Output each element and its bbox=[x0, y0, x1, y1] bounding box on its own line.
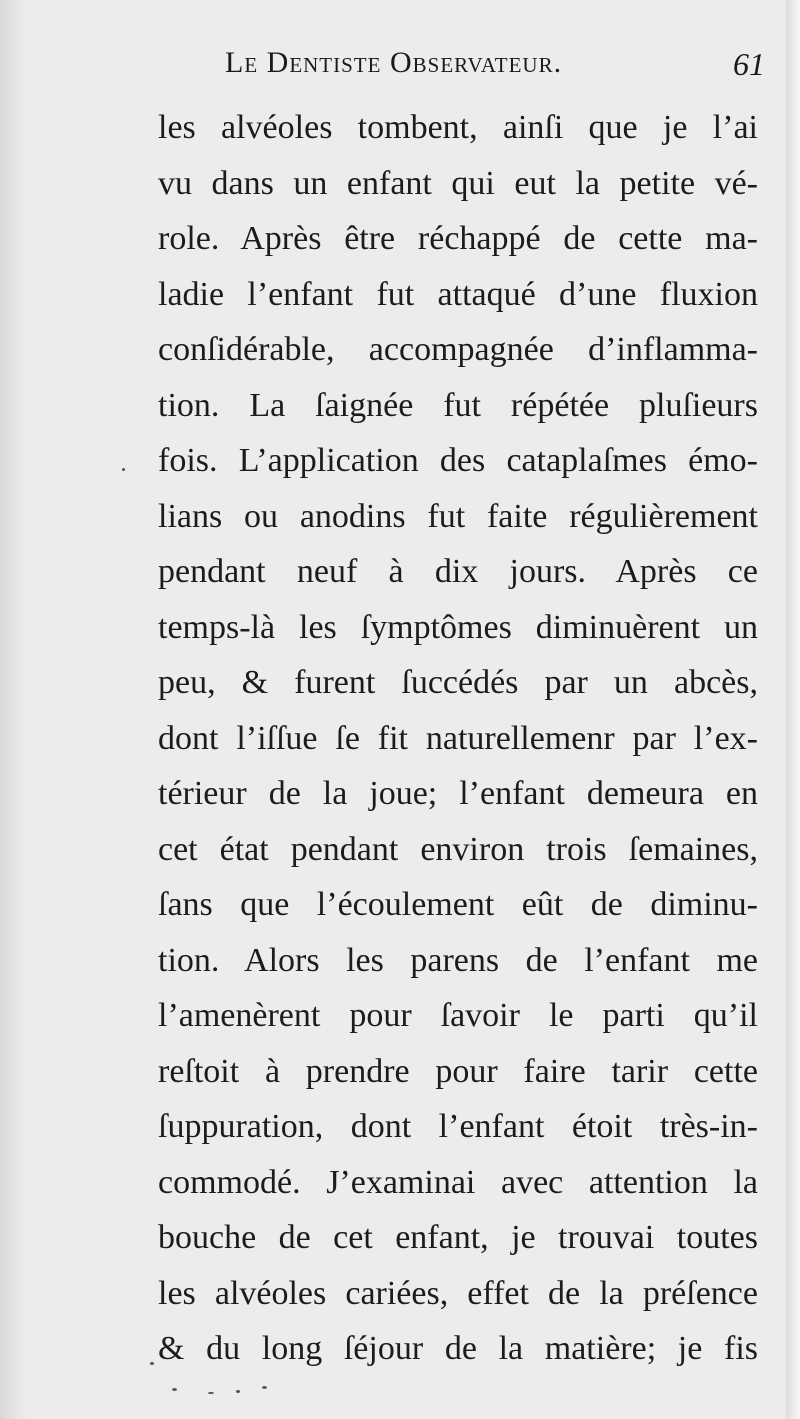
text-line: tion. La ſaignée fut répétée pluſieurs bbox=[158, 386, 758, 424]
page-edge bbox=[786, 0, 800, 1419]
text-line: térieur de la joue; l’enfant demeura en bbox=[158, 775, 758, 812]
text-line: l’amenèrent pour ſavoir le parti qu’il bbox=[158, 997, 758, 1034]
text-line: dont l’iſſue ſe fit naturellemenr par l’ex- bbox=[158, 719, 758, 757]
text-line: temps-là les ſymptômes diminuèrent un bbox=[158, 608, 758, 646]
page-number: 61 bbox=[733, 46, 765, 82]
text-line: les alvéoles tombent, ainſi que je l’ai bbox=[158, 109, 758, 146]
text-line: reſtoit à prendre pour faire tarir cette bbox=[158, 1052, 758, 1090]
text-line: ladie l’enfant fut attaqué d’une fluxion bbox=[158, 275, 758, 313]
text-line: pendant neuf à dix jours. Après ce bbox=[158, 553, 758, 590]
print-speck bbox=[172, 1388, 177, 1391]
text-line: peu, & furent ſuccédés par un abcès, bbox=[158, 664, 758, 701]
text-line: & du long ſéjour de la matière; je fis bbox=[158, 1330, 758, 1367]
body-text bbox=[158, 100, 758, 1377]
running-title: Le Dentiste Observateur. bbox=[225, 46, 563, 79]
text-line: conſidérable, accompagnée d’inflamma- bbox=[158, 331, 758, 368]
text-line: role. Après être réchappé de cette ma- bbox=[158, 220, 758, 257]
page-gutter-shadow bbox=[0, 0, 26, 1419]
print-speck bbox=[236, 1390, 240, 1393]
text-line: cet état pendant environ trois ſemaines, bbox=[158, 830, 758, 868]
text-line: commodé. J’examinai avec attention la bbox=[158, 1163, 758, 1201]
text-line: tion. Alors les parens de l’enfant me bbox=[158, 941, 758, 979]
page-header bbox=[225, 46, 765, 98]
text-line: ſuppuration, dont l’enfant étoit très-in- bbox=[158, 1108, 758, 1145]
print-speck bbox=[150, 1362, 154, 1365]
text-line: ſans que l’écoulement eût de diminu- bbox=[158, 886, 758, 923]
text-line: les alvéoles cariées, effet de la préſence bbox=[158, 1274, 758, 1312]
text-line: lians ou anodins fut faite régulièrement bbox=[158, 497, 758, 535]
print-speck bbox=[208, 1392, 214, 1394]
print-speck bbox=[122, 468, 125, 471]
text-line: fois. L’application des cataplaſmes émo- bbox=[158, 442, 758, 479]
text-line: bouche de cet enfant, je trouvai toutes bbox=[158, 1219, 758, 1256]
text-line: vu dans un enfant qui eut la petite vé- bbox=[158, 164, 758, 202]
print-speck bbox=[262, 1386, 267, 1389]
